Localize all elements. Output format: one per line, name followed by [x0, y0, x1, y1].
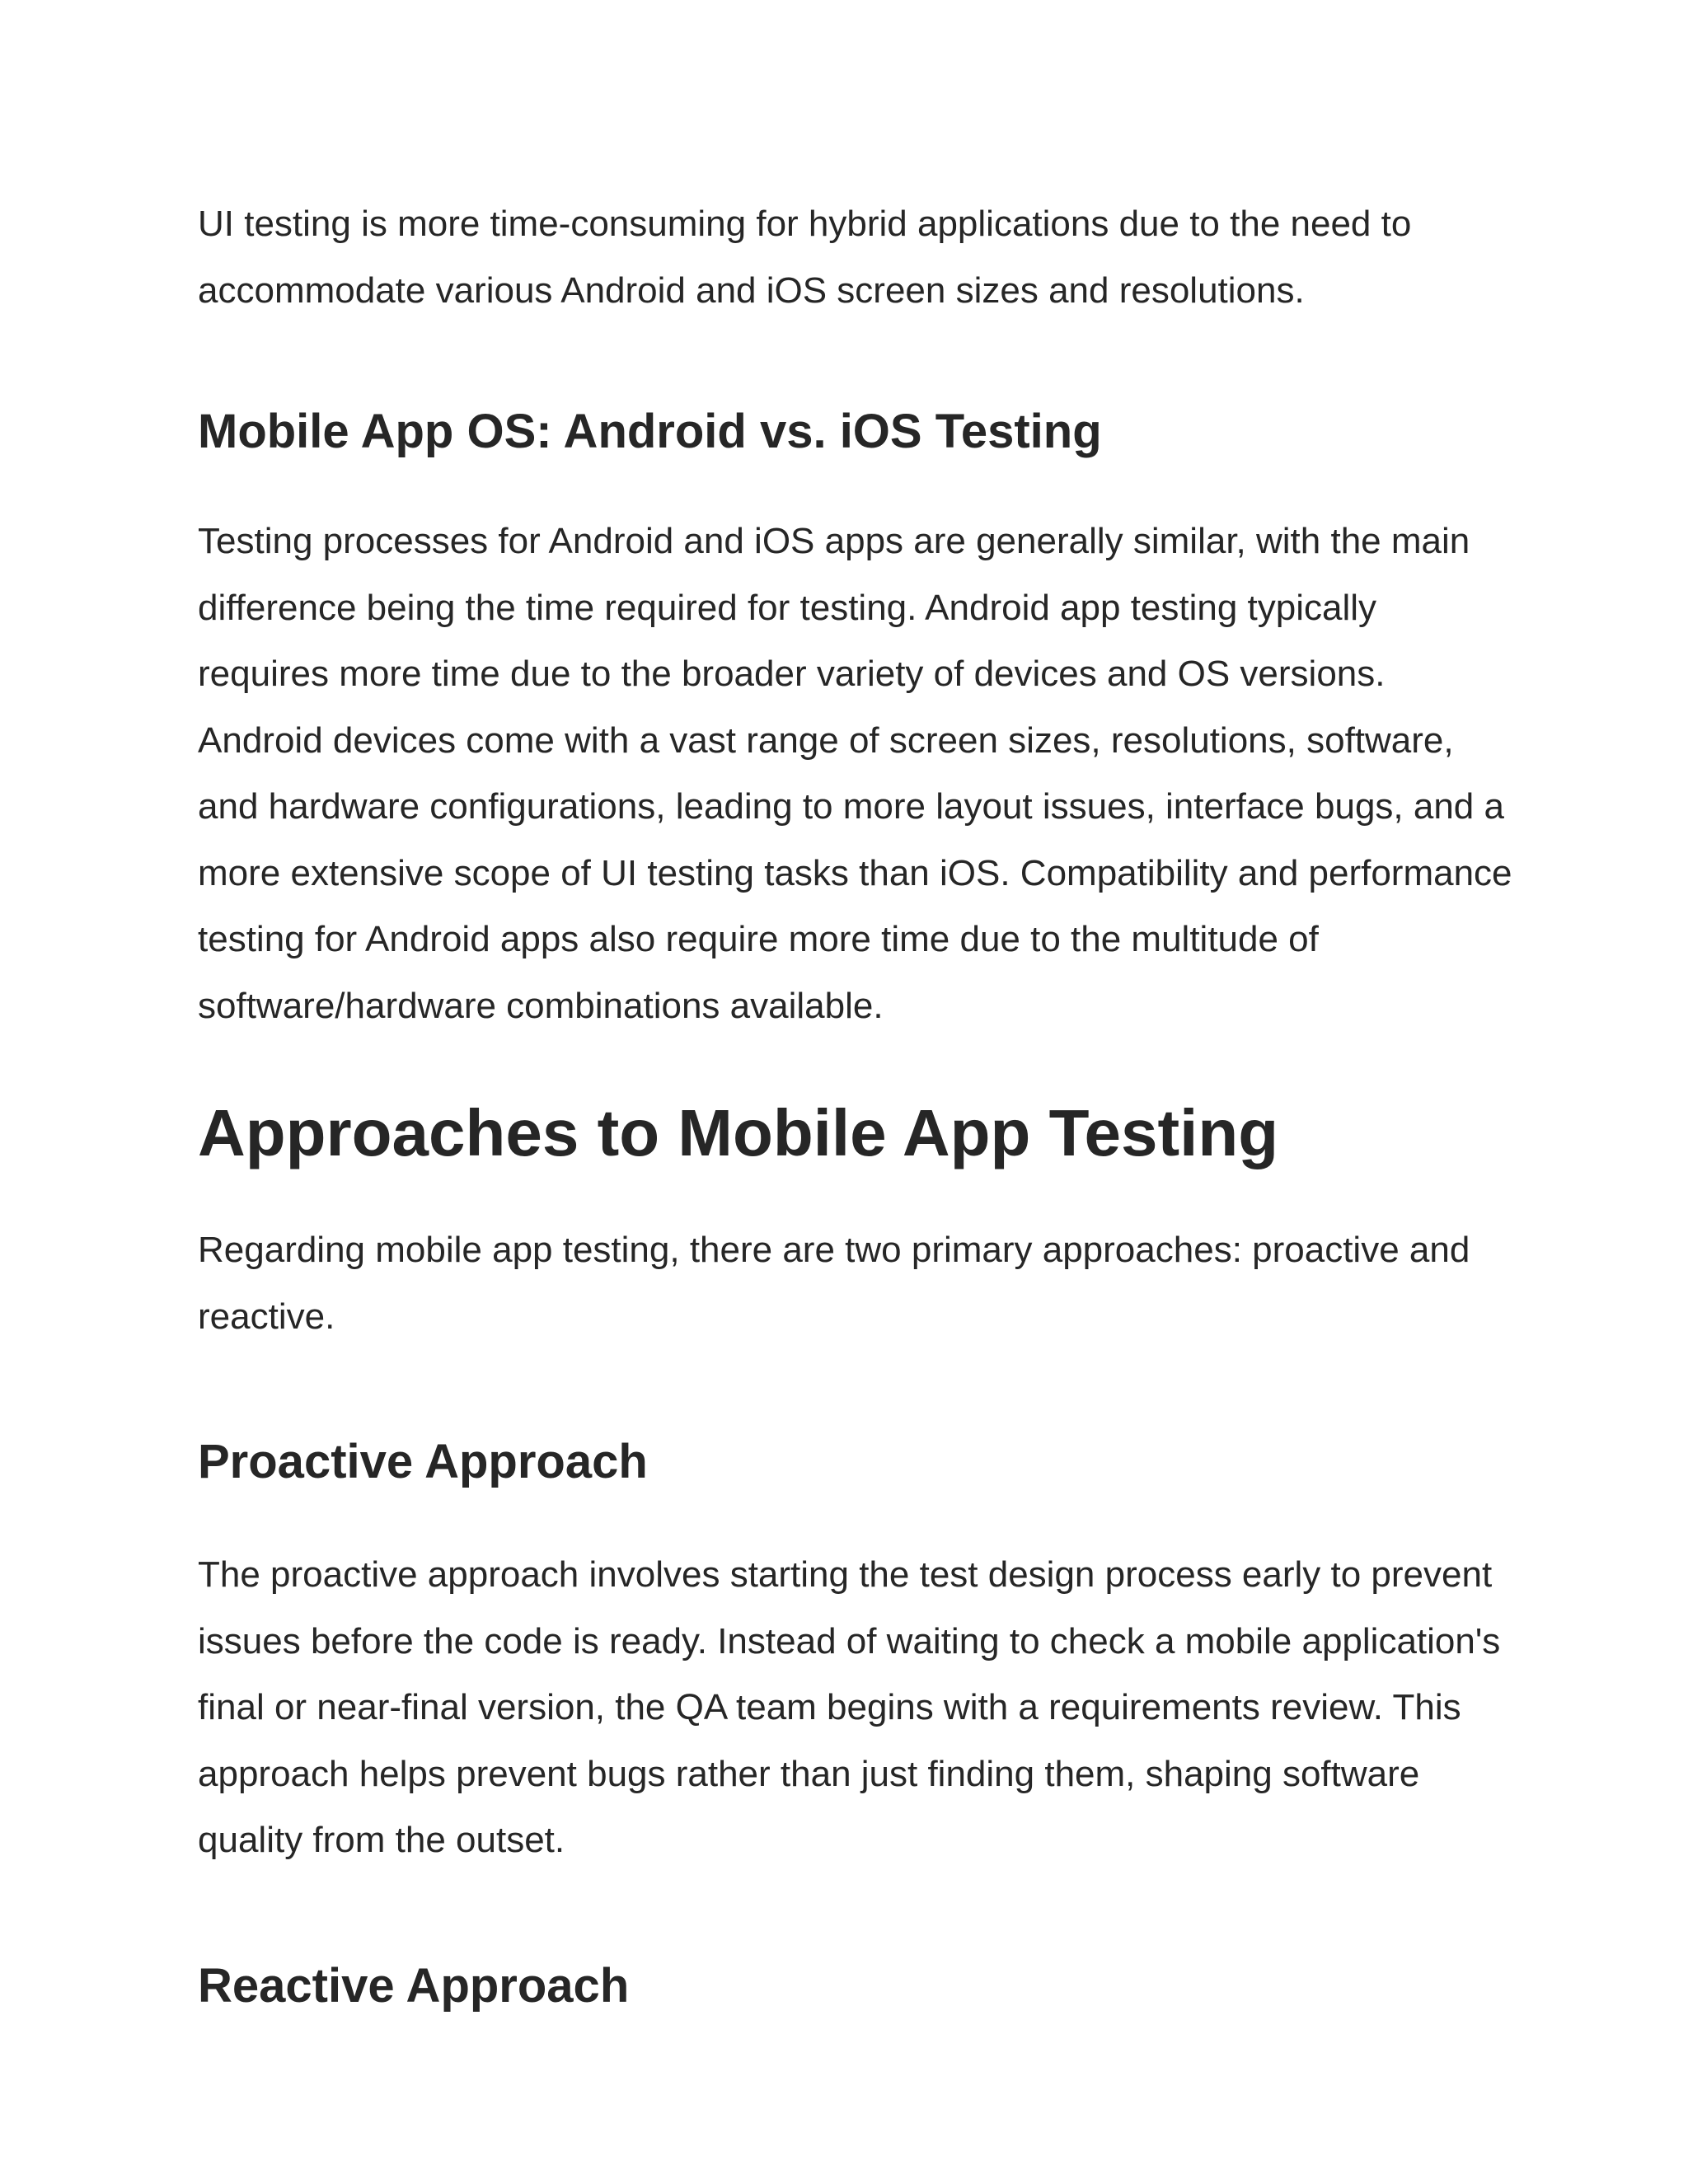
approaches-heading: Approaches to Mobile App Testing: [198, 1096, 1279, 1169]
os-testing-heading: Mobile App OS: Android vs. iOS Testing: [198, 405, 1102, 458]
approaches-paragraph: Regarding mobile app testing, there are two primary approaches: proactive and reactive.: [198, 1230, 1470, 1337]
proactive-heading: Proactive Approach: [198, 1435, 648, 1488]
os-testing-paragraph: Testing processes for Android and iOS apps are generally similar, with the main difference being the time required for testing. Android app testing typically requires more time due to the broader variety of devices and OS versions. Android devices come with a vast range of screen sizes, resolutions, software, and hardware configurations, leading to more layout issues, interface bugs, and a more extensive scope of UI testing tasks than iOS. Compatibility and performance testing for Android apps also require more time due to the multitude of software/hardware combinations available.: [198, 521, 1512, 1026]
document-page: [198, 191, 1517, 2015]
intro-paragraph: UI testing is more time-consuming for hybrid applications due to the need to accommodate various Android and iOS screen sizes and resolutions.: [198, 204, 1412, 311]
reactive-heading: Reactive Approach: [198, 1958, 630, 2013]
proactive-paragraph: The proactive approach involves starting the test design process early to prevent issues before the code is ready. Instead of waiting to check a mobile application's final or near-final version, the QA team begins with a requirements review. This approach helps prevent bugs rather than just finding them, shaping software quality from the outset.: [198, 1554, 1501, 1860]
